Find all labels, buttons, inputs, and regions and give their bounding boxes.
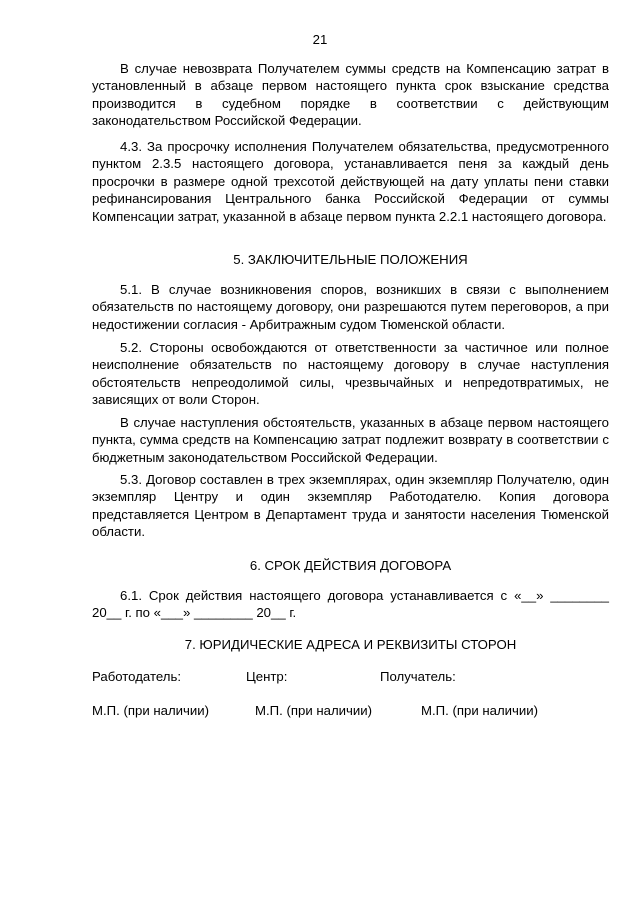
employer-seal-label: М.П. (при наличии) xyxy=(92,703,210,718)
paragraph-5-1: 5.1. В случае возникновения споров, возникших в связи с выполнением обязательств по настоящему договору, они разрешаются путем переговоров, а при недостижении согласия - Арбитражным судом Тюменской области. xyxy=(92,282,609,332)
paragraph-5-3: 5.3. Договор составлен в трех экземплярах, один экземпляр Получателю, один экземпляр Центру и один экземпляр Работодателю. Копия договора представляется Центром в Департамент труда и занятости населения Тюменской области. xyxy=(92,472,609,540)
employer-label: Работодатель: xyxy=(92,669,181,684)
section-heading-7: 7. ЮРИДИЧЕСКИЕ АДРЕСА И РЕКВИЗИТЫ СТОРОН xyxy=(184,637,517,652)
paragraph-5-2: 5.2. Стороны освобождаются от ответственности за частичное или полное неисполнение обязательств по настоящему договору в случае наступления обстоятельств непреодолимой силы, чрезвычайных и непредотвратимых, не зависящих от воли Сторон. xyxy=(92,340,609,408)
section-heading-6: 6. СРОК ДЕЙСТВИЯ ДОГОВОРА xyxy=(249,558,452,573)
paragraph-4-3: 4.3. За просрочку исполнения Получателем обязательства, предусмотренного пунктом 2.3.5 настоящего договора, устанавливается пеня за каждый день просрочки в размере одной трехсотой действующей на дату уплаты пени ставки рефинансирования Центрального банка Российской Федерации от суммы Компенсации затрат, указанной в абзаце первом пункта 2.2.1 настоящего договора. xyxy=(92,139,609,224)
paragraph-non-return: В случае невозврата Получателем суммы средств на Компенсацию затрат в установленный в абзаце первом настоящего пункта срок взыскание средства производится в судебном порядке в соответствии с действующим законодательством Российской Федерации. xyxy=(92,61,609,129)
paragraph-6-1: 6.1. Срок действия настоящего договора устанавливается с «__» ________ 20__ г. по «___» ________ 20__ г. xyxy=(92,588,609,621)
recipient-seal-label: М.П. (при наличии) xyxy=(421,703,539,718)
section-heading-5: 5. ЗАКЛЮЧИТЕЛЬНЫЕ ПОЛОЖЕНИЯ xyxy=(233,252,468,267)
center-seal-label: М.П. (при наличии) xyxy=(255,703,373,718)
paragraph-5-2-second: В случае наступления обстоятельств, указанных в абзаце первом настоящего пункта, сумма средств на Компенсацию затрат подлежит возврату в соответствии с бюджетным законодательством Российской Федерации. xyxy=(92,415,609,465)
page-number: 21 xyxy=(312,32,328,47)
recipient-label: Получатель: xyxy=(380,669,456,684)
center-label: Центр: xyxy=(246,669,288,684)
